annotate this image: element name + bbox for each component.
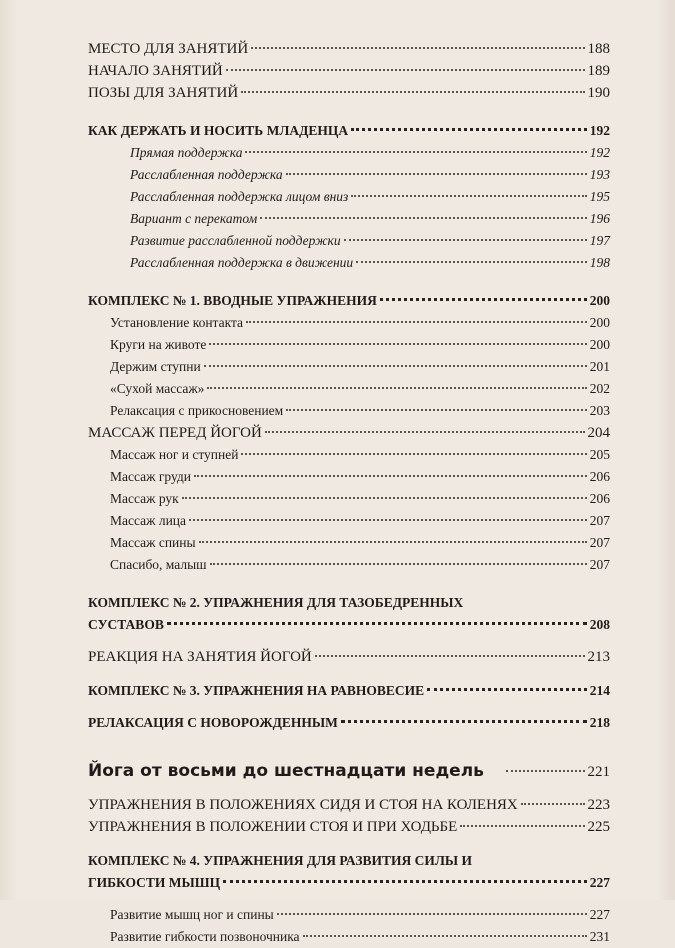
leader-dots: [265, 431, 585, 433]
toc-title: Массаж груди: [110, 469, 191, 484]
toc-section-title-line[interactable]: КОМПЛЕКС № 2. УПРАЖНЕНИЯ ДЛЯ ТАЗОБЕДРЕННЫХ: [88, 595, 464, 610]
leader-dots: [351, 128, 587, 131]
toc-entry[interactable]: [88, 488, 610, 510]
toc-entry[interactable]: [88, 444, 610, 466]
toc-entry[interactable]: [88, 252, 610, 274]
toc-page: 202: [589, 381, 610, 396]
leader-dots: [351, 195, 586, 197]
toc-title: Расслабленная поддержка лицом вниз: [130, 189, 349, 204]
toc-title: Вариант с перекатом: [130, 211, 258, 226]
toc-page: 200: [589, 315, 610, 330]
table-of-contents: [88, 38, 610, 948]
toc-page: 201: [589, 359, 610, 374]
toc-page: 225: [587, 819, 610, 835]
leader-dots: [207, 387, 586, 389]
toc-page: 207: [589, 535, 610, 550]
leader-dots: [315, 655, 585, 657]
toc-entry[interactable]: [88, 378, 610, 400]
toc-title: Массаж ног и ступней: [110, 447, 239, 462]
toc-title: Развитие мышц ног и спины: [110, 907, 274, 922]
toc-page: 218: [589, 715, 610, 730]
leader-dots: [182, 497, 587, 499]
leader-dots: [251, 47, 584, 49]
toc-title: РЕЛАКСАЦИЯ С НОВОРОЖДЕННЫМ: [88, 715, 338, 730]
toc-page: 188: [587, 41, 610, 57]
toc-entry[interactable]: [88, 82, 610, 104]
toc-entry[interactable]: [88, 38, 610, 60]
toc-title: Массаж спины: [110, 535, 196, 550]
spacer: [88, 636, 610, 646]
toc-page: 208: [589, 617, 610, 632]
toc-section[interactable]: [88, 120, 610, 142]
toc-title: МЕСТО ДЛЯ ЗАНЯТИЙ: [88, 41, 249, 57]
toc-title: Установление контакта: [110, 315, 244, 330]
toc-page: 196: [589, 211, 610, 226]
toc-entry[interactable]: [88, 794, 610, 816]
toc-entry[interactable]: [88, 400, 610, 422]
toc-title: КОМПЛЕКС № 1. ВВОДНЫЕ УПРАЖНЕНИЯ: [88, 293, 377, 308]
toc-title: Массаж рук: [110, 491, 179, 506]
toc-entry[interactable]: [88, 208, 610, 230]
toc-title: Релаксация с прикосновением: [110, 403, 284, 418]
toc-entry[interactable]: [88, 422, 610, 444]
toc-page: 223: [587, 797, 610, 813]
toc-title: Спасибо, малыш: [110, 557, 207, 572]
leader-dots: [245, 151, 586, 153]
spacer: [88, 274, 610, 290]
leader-dots: [210, 563, 587, 565]
toc-entry[interactable]: [88, 904, 610, 926]
toc-title: МАССАЖ ПЕРЕД ЙОГОЙ: [88, 425, 262, 441]
toc-page: 207: [589, 513, 610, 528]
toc-page: 200: [589, 337, 610, 352]
leader-dots: [286, 173, 587, 175]
toc-entry[interactable]: [88, 532, 610, 554]
toc-title: Развитие расслабленной поддержки: [130, 233, 341, 248]
toc-title: Массаж лица: [110, 513, 187, 528]
toc-entry[interactable]: [88, 186, 610, 208]
toc-title: Расслабленная поддержка: [130, 167, 283, 182]
toc-section[interactable]: [88, 712, 610, 734]
toc-entry[interactable]: [88, 926, 610, 948]
leader-dots: [223, 880, 587, 883]
toc-entry[interactable]: [88, 510, 610, 532]
toc-entry[interactable]: [88, 142, 610, 164]
toc-entry[interactable]: [88, 60, 610, 82]
toc-entry[interactable]: [88, 334, 610, 356]
leader-dots: [226, 69, 585, 71]
toc-page: 198: [589, 255, 610, 270]
toc-section[interactable]: [88, 614, 610, 636]
toc-title: УПРАЖНЕНИЯ В ПОЛОЖЕНИЯХ СИДЯ И СТОЯ НА КОЛЕНЯХ: [88, 797, 518, 813]
spacer: [88, 750, 610, 760]
toc-page: 221: [587, 764, 610, 780]
toc-title: НАЧАЛО ЗАНЯТИЙ: [88, 63, 223, 79]
toc-page: 207: [589, 557, 610, 572]
leader-dots: [506, 770, 585, 772]
toc-section[interactable]: [88, 872, 610, 894]
toc-title: ГИБКОСТИ МЫШЦ: [88, 875, 221, 890]
leader-dots: [356, 261, 587, 263]
toc-page: 192: [589, 123, 610, 138]
toc-entry[interactable]: [88, 554, 610, 576]
toc-chapter[interactable]: [88, 760, 610, 782]
spacer: [88, 104, 610, 120]
toc-entry[interactable]: [88, 312, 610, 334]
toc-entry[interactable]: [88, 164, 610, 186]
spacer: [88, 838, 610, 850]
toc-entry[interactable]: [88, 646, 610, 668]
toc-page: 193: [589, 167, 610, 182]
toc-page: 213: [587, 649, 610, 665]
leader-dots: [303, 935, 587, 937]
toc-title: Развитие гибкости позвоночника: [110, 929, 300, 944]
toc-title: «Сухой массаж»: [110, 381, 205, 396]
leader-dots: [204, 365, 587, 367]
toc-section[interactable]: [88, 290, 610, 312]
leader-dots: [189, 519, 587, 521]
toc-title: ПОЗЫ ДЛЯ ЗАНЯТИЙ: [88, 85, 239, 101]
leader-dots: [521, 803, 585, 805]
leader-dots: [246, 321, 587, 323]
toc-page: 190: [587, 85, 610, 101]
toc-section[interactable]: [88, 680, 610, 702]
toc-entry[interactable]: [88, 816, 610, 838]
spacer: [88, 576, 610, 592]
leader-dots: [380, 298, 587, 301]
spacer: [88, 782, 610, 794]
toc-page: 227: [589, 907, 610, 922]
leader-dots: [427, 688, 587, 691]
leader-dots: [209, 343, 586, 345]
toc-page: 214: [589, 683, 610, 698]
toc-title: Прямая поддержка: [130, 145, 243, 160]
toc-page: 227: [589, 875, 610, 890]
spacer: [88, 734, 610, 750]
leader-dots: [260, 217, 587, 219]
leader-dots: [341, 720, 587, 723]
spacer: [88, 894, 610, 904]
toc-title: КАК ДЕРЖАТЬ И НОСИТЬ МЛАДЕНЦА: [88, 123, 349, 138]
toc-title: Круги на животе: [110, 337, 207, 352]
toc-title: Расслабленная поддержка в движении: [130, 255, 354, 270]
toc-entry[interactable]: [88, 466, 610, 488]
leader-dots: [286, 409, 587, 411]
leader-dots: [344, 239, 587, 241]
leader-dots: [460, 825, 584, 827]
toc-entry[interactable]: [88, 356, 610, 378]
leader-dots: [167, 622, 587, 625]
toc-section-title-line[interactable]: КОМПЛЕКС № 4. УПРАЖНЕНИЯ ДЛЯ РАЗВИТИЯ СИЛЫ И: [88, 853, 473, 868]
toc-page: 206: [589, 469, 610, 484]
toc-page: 203: [589, 403, 610, 418]
leader-dots: [199, 541, 587, 543]
leader-dots: [277, 913, 587, 915]
toc-title: РЕАКЦИЯ НА ЗАНЯТИЯ ЙОГОЙ: [88, 649, 312, 665]
spacer: [88, 668, 610, 680]
toc-title: КОМПЛЕКС № 3. УПРАЖНЕНИЯ НА РАВНОВЕСИЕ: [88, 683, 425, 698]
leader-dots: [194, 475, 587, 477]
toc-entry[interactable]: [88, 230, 610, 252]
toc-page: 206: [589, 491, 610, 506]
leader-dots: [241, 91, 584, 93]
toc-title: Йога от восьми до шестнадцати недель: [88, 761, 484, 781]
toc-page: 231: [589, 929, 610, 944]
toc-title: Держим ступни: [110, 359, 201, 374]
toc-page: 205: [589, 447, 610, 462]
leader-dots: [241, 453, 586, 455]
toc-page: 195: [589, 189, 610, 204]
toc-page: 200: [589, 293, 610, 308]
spacer: [88, 702, 610, 712]
toc-page: 192: [589, 145, 610, 160]
toc-title: УПРАЖНЕНИЯ В ПОЛОЖЕНИИ СТОЯ И ПРИ ХОДЬБЕ: [88, 819, 458, 835]
toc-title: СУСТАВОВ: [88, 617, 164, 632]
toc-page: 197: [589, 233, 610, 248]
toc-page: 189: [587, 63, 610, 79]
toc-page: 204: [587, 425, 610, 441]
